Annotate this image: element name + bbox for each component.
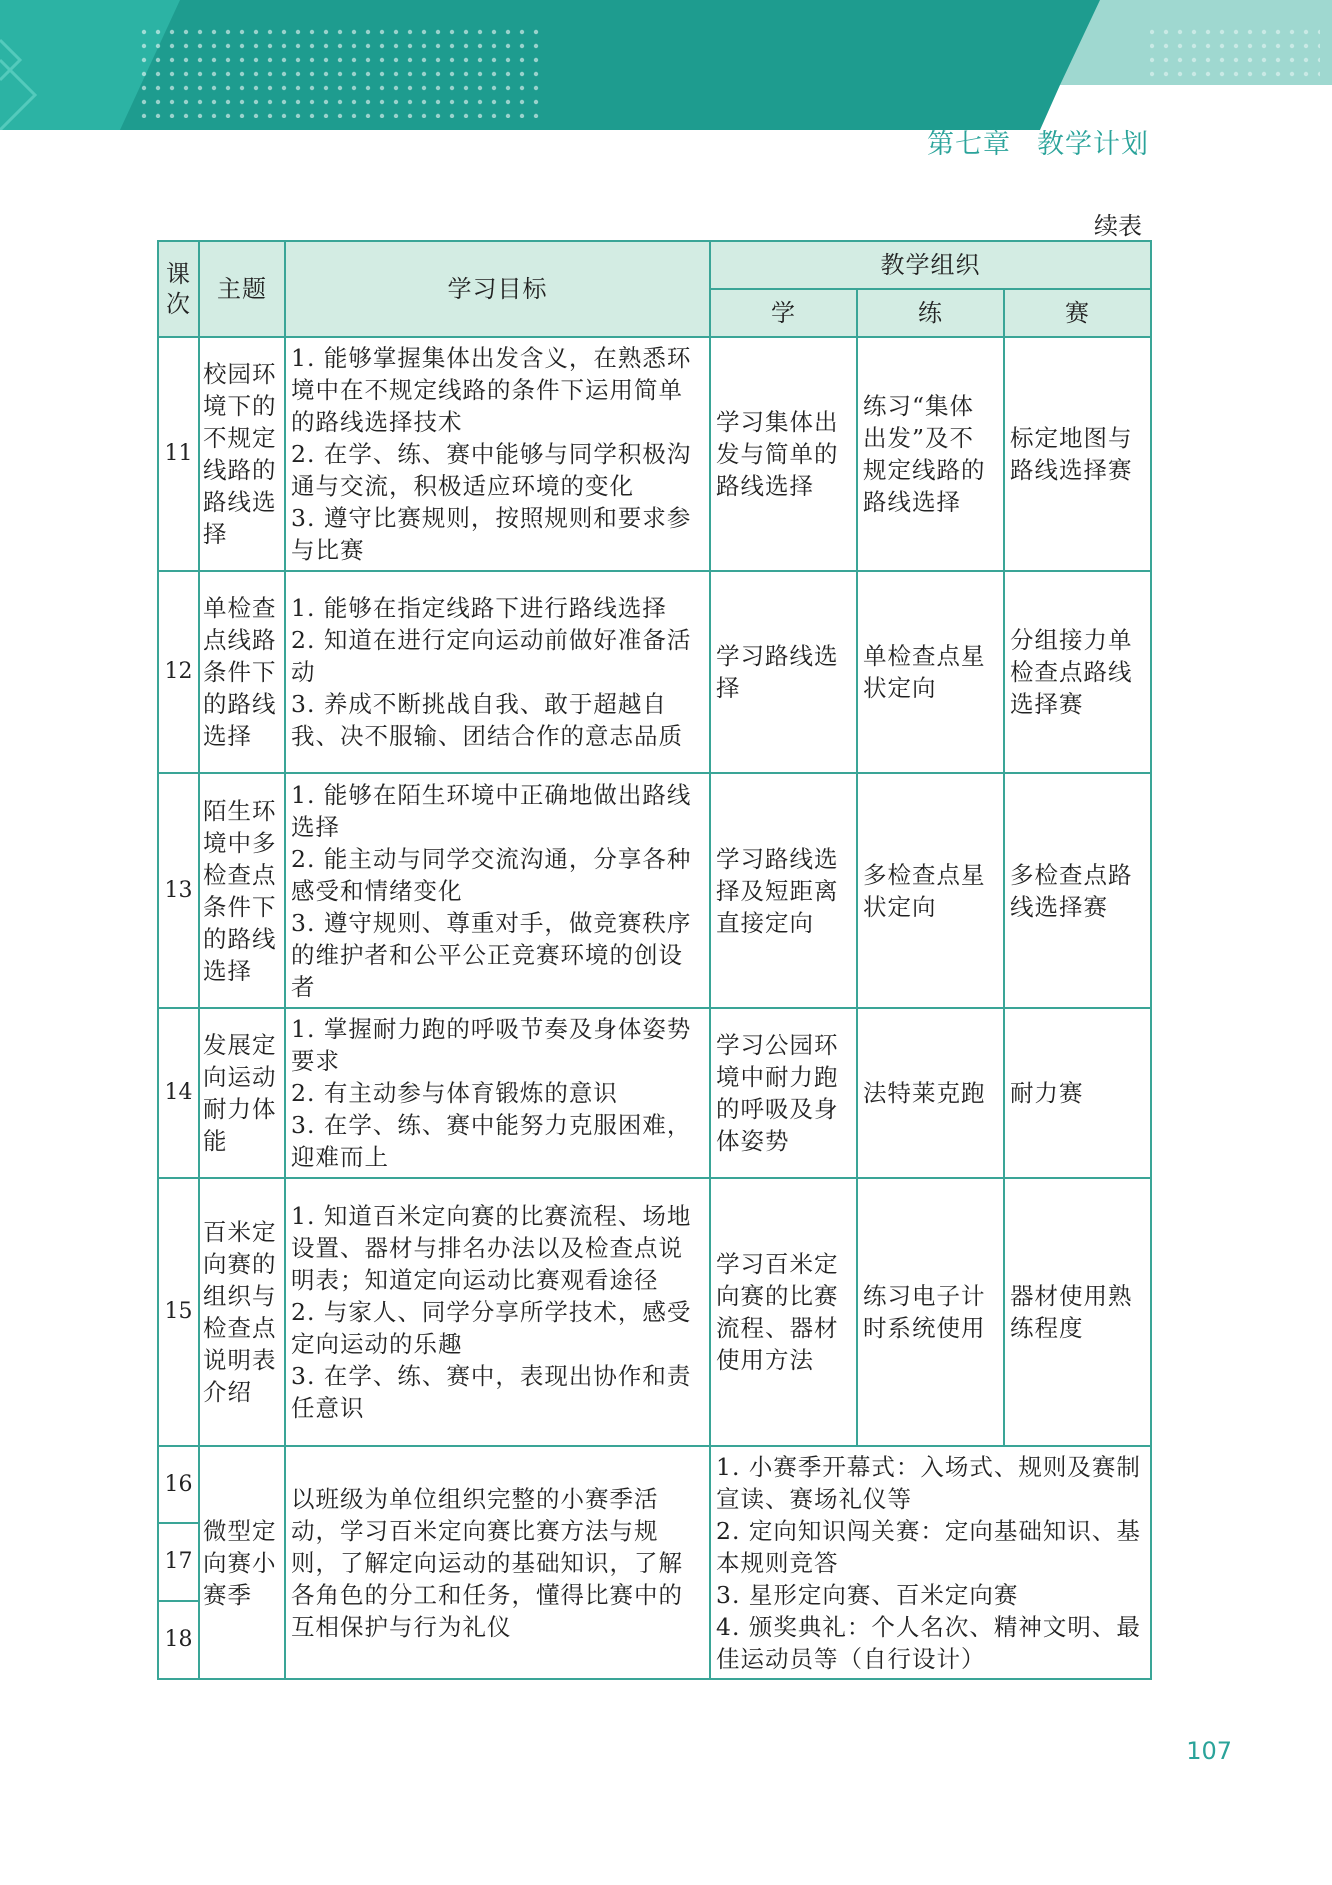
org-item: 2. 定向知识闯关赛：定向基础知识、基本规则竞答 [716,1516,1141,1577]
goal-item: 3. 养成不断挑战自我、敢于超越自我、决不服输、团结合作的意志品质 [291,690,683,750]
compete-cell: 分组接力单检查点路线选择赛 [1004,571,1151,773]
lesson-number: 14 [158,1008,199,1178]
practice-cell: 多检查点星状定向 [857,773,1004,1008]
practice-cell: 单检查点星状定向 [857,571,1004,773]
goals-cell [285,571,710,773]
compete-cell: 耐力赛 [1004,1008,1151,1178]
header-goals: 学习目标 [285,241,710,337]
goal-item: 3. 在学、练、赛中能努力克服困难，迎难而上 [291,1111,692,1171]
compete-cell: 器材使用熟练程度 [1004,1178,1151,1446]
table-row [158,773,1151,1008]
teaching-plan-table [157,240,1152,1680]
page-number: 107 [1186,1737,1232,1765]
goal-item: 2. 有主动参与体育锻炼的意识 [291,1079,618,1107]
table-row [158,337,1151,571]
org-cell [710,1446,1151,1679]
lesson-number: 13 [158,773,199,1008]
chapter-heading [927,122,1149,161]
org-item: 4. 颁奖典礼：个人名次、精神文明、最佳运动员等（自行设计） [716,1612,1141,1673]
goal-item: 2. 在学、练、赛中能够与同学积极沟通与交流，积极适应环境的变化 [291,440,692,500]
topic-cell: 百米定向赛的组织与检查点说明表介绍 [199,1178,285,1446]
goal-item: 3. 遵守规则、尊重对手，做竞赛秩序的维护者和公平公正竞赛环境的创设者 [291,908,692,1001]
goal-item: 2. 能主动与同学交流沟通，分享各种感受和情绪变化 [291,844,692,905]
table-row [158,571,1151,773]
lesson-number: 12 [158,571,199,773]
practice-cell: 练习“集体出发”及不规定线路的路线选择 [857,337,1004,571]
goal-item: 3. 在学、练、赛中，表现出协作和责任意识 [291,1362,692,1422]
topic-cell: 单检查点线路条件下的路线选择 [199,571,285,773]
goals-cell [285,773,710,1008]
goal-item: 1. 知道百米定向赛的比赛流程、场地设置、器材与排名办法以及检查点说明表；知道定向运动比赛观看途径 [291,1202,692,1294]
learn-cell: 学习集体出发与简单的路线选择 [710,337,857,571]
lesson-number: 15 [158,1178,199,1446]
header-org: 教学组织 [710,241,1151,289]
goal-item: 1. 能够在陌生环境中正确地做出路线选择 [291,780,692,841]
topic-cell: 发展定向运动耐力体能 [199,1008,285,1178]
goals-cell [285,337,710,571]
goals-cell [285,1008,710,1178]
header-topic: 主题 [199,241,285,337]
compete-cell: 多检查点路线选择赛 [1004,773,1151,1008]
goal-item: 2. 与家人、同学分享所学技术，感受定向运动的乐趣 [291,1298,692,1358]
continued-label: 续表 [1094,212,1142,240]
lesson-number: 16 [158,1446,199,1523]
lesson-number: 18 [158,1601,199,1679]
table-row [158,1178,1151,1446]
goals-cell: 以班级为单位组织完整的小赛季活动，学习百米定向赛比赛方法与规则，了解定向运动的基础知识，了解各角色的分工和任务，懂得比赛中的互相保护与行为礼仪 [285,1446,710,1679]
header-learn: 学 [710,289,857,337]
learn-cell: 学习百米定向赛的比赛流程、器材使用方法 [710,1178,857,1446]
lesson-number: 17 [158,1523,199,1601]
learn-cell: 学习路线选择及短距离直接定向 [710,773,857,1008]
goal-item: 1. 能够在指定线路下进行路线选择 [291,594,667,622]
goal-item: 2. 知道在进行定向运动前做好准备活动 [291,626,692,686]
header-lesson: 课次 [158,241,199,337]
header-banner [0,0,1332,130]
goal-item: 1. 能够掌握集体出发含义，在熟悉环境中在不规定线路的条件下运用简单的路线选择技术 [291,344,692,436]
learn-cell: 学习公园环境中耐力跑的呼吸及身体姿势 [710,1008,857,1178]
goals-cell [285,1178,710,1446]
header-compete: 赛 [1004,289,1151,337]
header-practice: 练 [857,289,1004,337]
topic-cell: 微型定向赛小赛季 [199,1446,285,1679]
lesson-number: 11 [158,337,199,571]
goal-item: 3. 遵守比赛规则，按照规则和要求参与比赛 [291,504,692,564]
topic-cell: 陌生环境中多检查点条件下的路线选择 [199,773,285,1008]
topic-cell: 校园环境下的不规定线路的路线选择 [199,337,285,571]
chapter-title: 教学计划 [1037,129,1149,160]
chapter-number: 第七章 [927,129,1011,160]
table-row [158,1446,1151,1523]
org-item: 3. 星形定向赛、百米定向赛 [716,1580,1019,1609]
goal-item: 1. 掌握耐力跑的呼吸节奏及身体姿势要求 [291,1015,692,1075]
practice-cell: 练习电子计时系统使用 [857,1178,1004,1446]
compete-cell: 标定地图与路线选择赛 [1004,337,1151,571]
learn-cell: 学习路线选择 [710,571,857,773]
practice-cell: 法特莱克跑 [857,1008,1004,1178]
table-row [158,1008,1151,1178]
org-item: 1. 小赛季开幕式：入场式、规则及赛制宣读、赛场礼仪等 [716,1452,1141,1513]
